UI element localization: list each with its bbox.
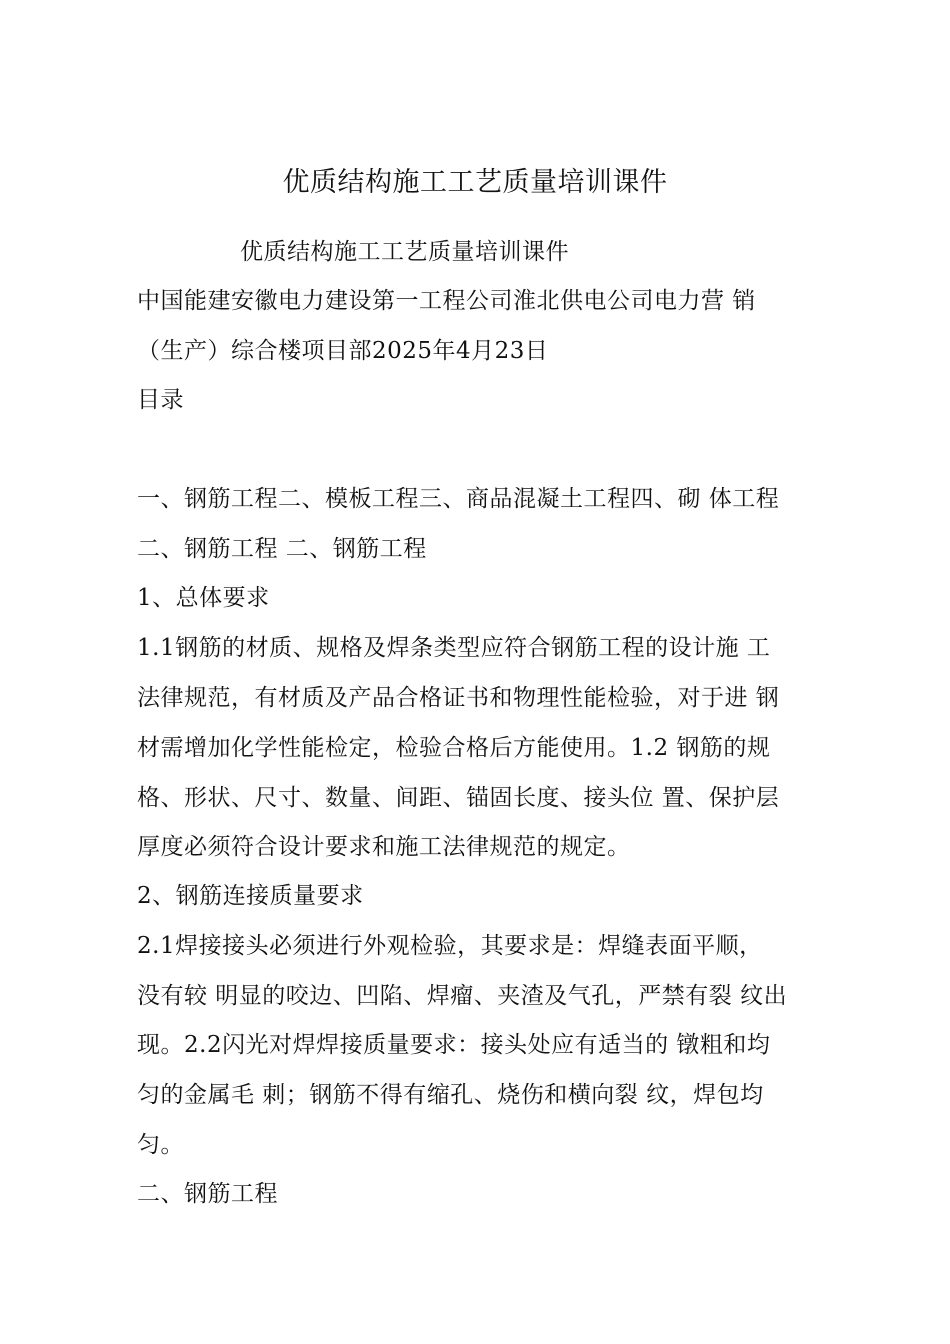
paragraph-line: 匀。 xyxy=(137,1132,184,1158)
paragraph-line: 1.1钢筋的材质、规格及焊条类型应符合钢筋工程的设计施 工 xyxy=(137,635,771,661)
document-title: 优质结构施工工艺质量培训课件 xyxy=(282,167,668,198)
paragraph-line: 材需增加化学性能检定，检验合格后方能使用。1.2 钢筋的规 xyxy=(137,735,771,761)
paragraph-line: 没有较 明显的咬边、凹陷、焊瘤、夹渣及气孔，严禁有裂 纹出 xyxy=(137,983,788,1009)
document-subtitle: 优质结构施工工艺质量培训课件 xyxy=(240,239,569,265)
paragraph-line: 匀的金属毛 刺；钢筋不得有缩孔、烧伤和横向裂 纹，焊包均 xyxy=(137,1082,764,1108)
paragraph-line: 现。2.2闪光对焊焊接质量要求：接头处应有适当的 镦粗和均 xyxy=(137,1032,771,1058)
paragraph-line: 格、形状、尺寸、数量、间距、锚固长度、接头位 置、保护层 xyxy=(137,785,780,811)
paragraph-line: 法律规范，有材质及产品合格证书和物理性能检验，对于进 钢 xyxy=(137,685,780,711)
company-project-line-2: （生产）综合楼项目部2025年4月23日 xyxy=(137,338,549,364)
section-heading: 二、钢筋工程 xyxy=(137,1181,278,1207)
paragraph-line: 厚度必须符合设计要求和施工法律规范的规定。 xyxy=(137,834,631,860)
paragraph-line: 2.1焊接接头必须进行外观检验，其要求是：焊缝表面平顺， xyxy=(137,933,763,959)
toc-items: 一、钢筋工程二、模板工程三、商品混凝土工程四、砌 体工程 xyxy=(137,486,780,512)
subsection-heading: 2、钢筋连接质量要求 xyxy=(137,883,364,909)
company-project-line-1: 中国能建安徽电力建设第一工程公司淮北供电公司电力营 销 xyxy=(137,288,756,314)
section-heading: 二、钢筋工程 二、钢筋工程 xyxy=(137,536,427,562)
toc-heading: 目录 xyxy=(137,387,184,413)
subsection-heading: 1、总体要求 xyxy=(137,585,270,611)
